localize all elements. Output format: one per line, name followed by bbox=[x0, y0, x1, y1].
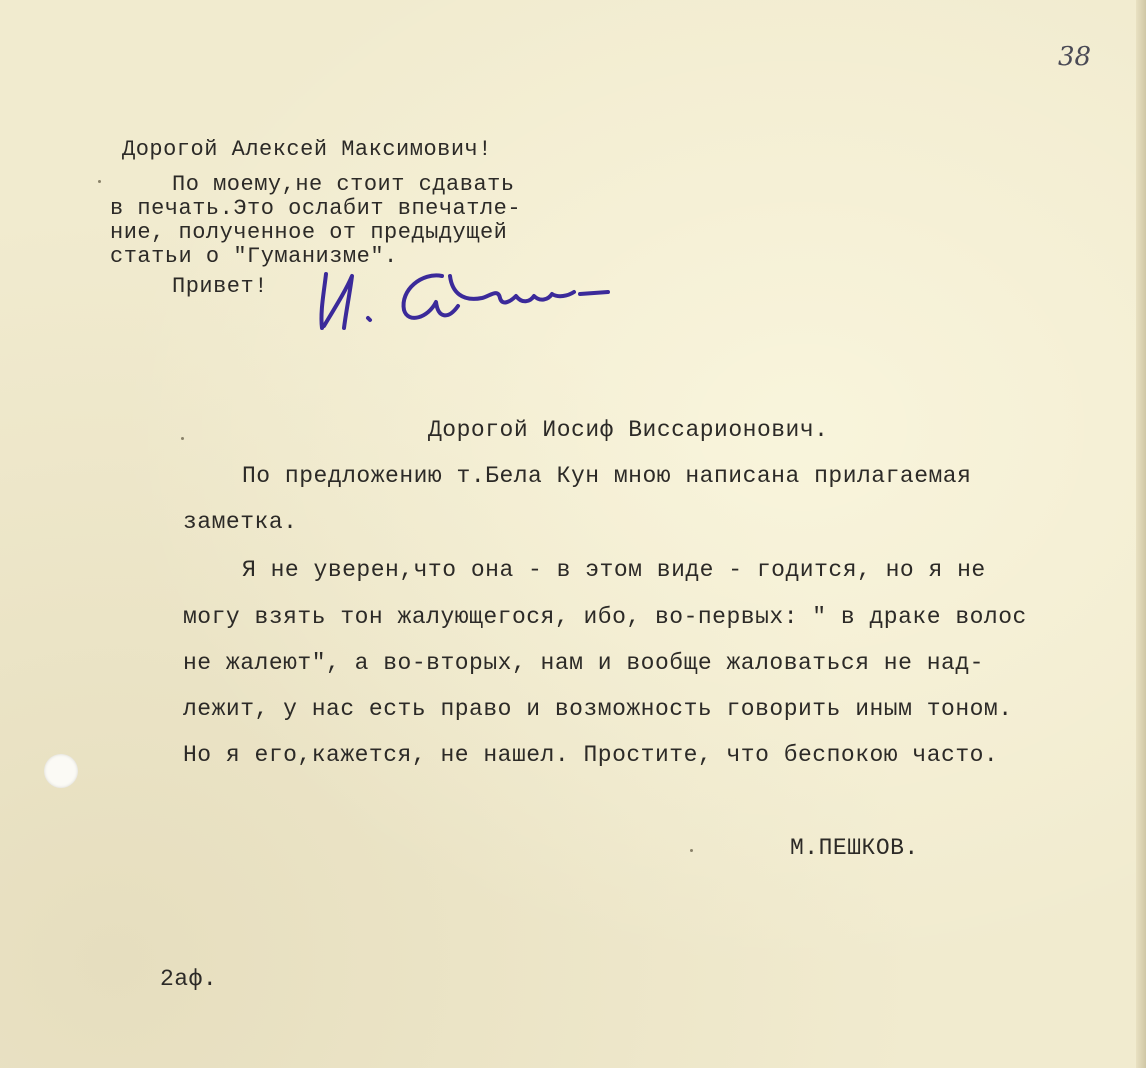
letter-line: не жалеют", а во-вторых, нам и вообще жаловаться не над- bbox=[183, 650, 984, 676]
letter-line: Но я его,кажется, не нашел. Простите, что беспокою часто. bbox=[183, 742, 999, 768]
enclosure-note: 2аф. bbox=[160, 966, 218, 992]
letter-line: По предложению т.Бела Кун мною написана прилагаемая bbox=[242, 463, 972, 489]
note-line: в печать.Это ослабит впечатле- bbox=[110, 196, 522, 221]
letter-greeting: Дорогой Иосиф Виссарионович. bbox=[428, 417, 829, 443]
letter-line: Я не уверен,что она - в этом виде - годится, но я не bbox=[242, 557, 986, 583]
note-line: По моему,не стоит сдавать bbox=[172, 172, 515, 197]
handwritten-signature bbox=[312, 262, 632, 342]
note-line: ние, полученное от предыдущей bbox=[110, 220, 508, 245]
note-greeting: Дорогой Алексей Максимович! bbox=[122, 137, 492, 162]
letter-signature: М.ПЕШКОВ. bbox=[790, 835, 919, 861]
paper-edge bbox=[1136, 0, 1146, 1068]
note-closing: Привет! bbox=[172, 274, 268, 299]
letter-line: могу взять тон жалующегося, ибо, во-первых: " в драке волос bbox=[183, 604, 1027, 630]
page-number: 38 bbox=[1058, 42, 1092, 72]
note-line: статьи о "Гуманизме". bbox=[110, 244, 398, 269]
letter-line: заметка. bbox=[183, 509, 298, 535]
paper-speck bbox=[98, 180, 101, 183]
punch-hole bbox=[44, 754, 78, 788]
paper-speck bbox=[690, 849, 693, 852]
letter-line: лежит, у нас есть право и возможность говорить иным тоном. bbox=[183, 696, 1013, 722]
paper-speck bbox=[181, 437, 184, 440]
